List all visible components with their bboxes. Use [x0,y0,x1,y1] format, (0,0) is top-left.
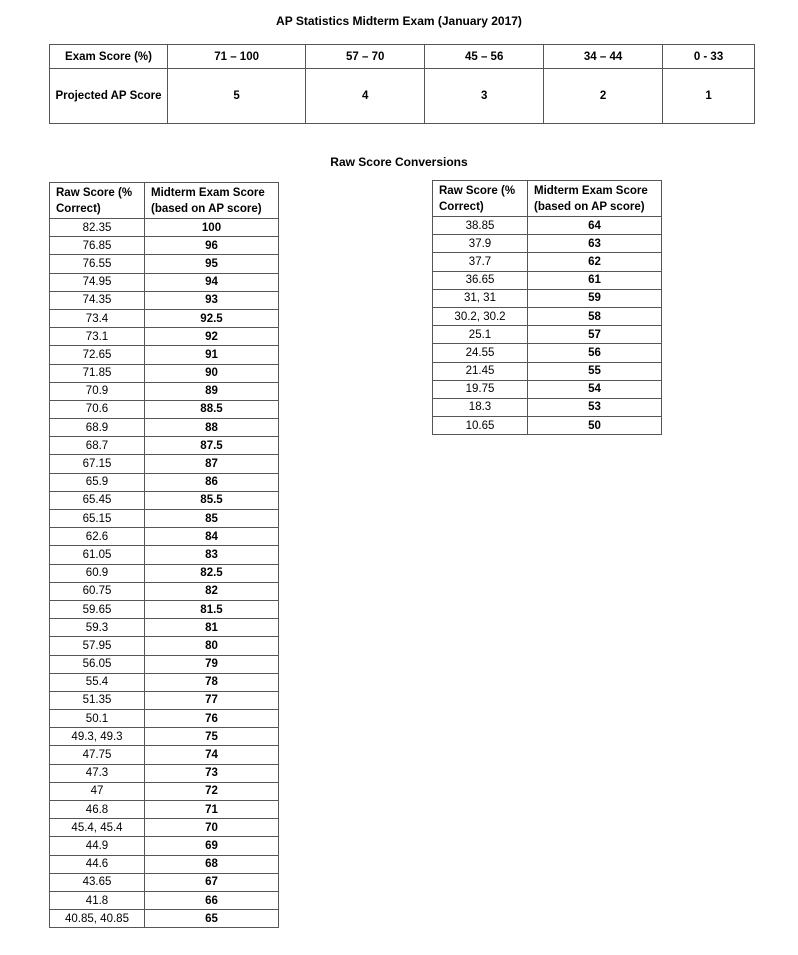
range-cell: 0 - 33 [663,45,755,69]
midterm-score-cell: 73 [145,764,279,782]
raw-score-cell: 10.65 [433,417,528,435]
midterm-score-header: Midterm Exam Score (based on AP score) [145,183,279,219]
midterm-score-cell: 62 [528,253,662,271]
table-row [50,328,279,346]
raw-score-cell: 67.15 [50,455,145,473]
table-row [433,398,662,416]
raw-score-header: Raw Score (% Correct) [50,183,145,219]
raw-score-cell: 41.8 [50,891,145,909]
conversion-table-left-body [50,183,279,928]
table-row [50,782,279,800]
raw-score-cell: 57.95 [50,637,145,655]
page-title: AP Statistics Midterm Exam (January 2017) [276,14,522,28]
midterm-score-cell: 87.5 [145,437,279,455]
raw-score-cell: 31, 31 [433,289,528,307]
raw-score-cell: 60.9 [50,564,145,582]
midterm-score-cell: 81.5 [145,600,279,618]
midterm-score-cell: 91 [145,346,279,364]
table-row [50,691,279,709]
midterm-score-cell: 88 [145,419,279,437]
midterm-score-cell: 59 [528,289,662,307]
midterm-score-cell: 90 [145,364,279,382]
raw-score-cell: 51.35 [50,691,145,709]
table-row [50,455,279,473]
ap-score-cell: 3 [425,69,544,124]
table-row [433,271,662,289]
table-row [50,510,279,528]
raw-score-cell: 45.4, 45.4 [50,819,145,837]
table-row [50,473,279,491]
raw-score-cell: 21.45 [433,362,528,380]
raw-score-cell: 70.6 [50,400,145,418]
midterm-score-cell: 93 [145,291,279,309]
table-row [50,891,279,909]
midterm-score-cell: 65 [145,910,279,928]
table-row [50,582,279,600]
table-row [50,600,279,618]
raw-score-cell: 65.15 [50,510,145,528]
raw-score-cell: 71.85 [50,364,145,382]
ap-score-cell: 2 [544,69,663,124]
ap-score-table [49,44,755,124]
exam-score-label: Exam Score (%) [50,45,168,69]
midterm-score-cell: 86 [145,473,279,491]
midterm-score-cell: 54 [528,380,662,398]
raw-score-cell: 56.05 [50,655,145,673]
projected-ap-label: Projected AP Score [50,69,168,124]
midterm-score-cell: 81 [145,619,279,637]
table-row [50,746,279,764]
table-row [50,819,279,837]
conversions-title: Raw Score Conversions [330,155,468,169]
conversion-table-left [49,182,279,928]
midterm-score-cell: 76 [145,710,279,728]
midterm-score-cell: 74 [145,746,279,764]
raw-score-cell: 76.55 [50,255,145,273]
midterm-score-cell: 56 [528,344,662,362]
midterm-score-cell: 96 [145,237,279,255]
midterm-score-cell: 78 [145,673,279,691]
midterm-score-cell: 79 [145,655,279,673]
table-row [433,362,662,380]
midterm-score-cell: 58 [528,307,662,325]
table-row [433,307,662,325]
raw-score-cell: 74.95 [50,273,145,291]
table-row [50,655,279,673]
table-row [433,380,662,398]
table-row [50,710,279,728]
table-row [50,419,279,437]
raw-score-cell: 55.4 [50,673,145,691]
raw-score-cell: 43.65 [50,873,145,891]
table-row [433,417,662,435]
table-row [50,309,279,327]
midterm-score-cell: 77 [145,691,279,709]
table-row [50,546,279,564]
midterm-score-cell: 82 [145,582,279,600]
raw-score-cell: 65.45 [50,491,145,509]
table-row [50,619,279,637]
table-row [50,764,279,782]
table-row [50,837,279,855]
midterm-score-cell: 92.5 [145,309,279,327]
midterm-score-cell: 94 [145,273,279,291]
table-row [50,910,279,928]
raw-score-cell: 40.85, 40.85 [50,910,145,928]
raw-score-cell: 25.1 [433,326,528,344]
table-row [50,637,279,655]
table-row [50,364,279,382]
midterm-score-cell: 83 [145,546,279,564]
raw-score-cell: 36.65 [433,271,528,289]
raw-score-cell: 68.7 [50,437,145,455]
midterm-score-cell: 75 [145,728,279,746]
table-row [50,346,279,364]
raw-score-cell: 61.05 [50,546,145,564]
raw-score-cell: 47.3 [50,764,145,782]
conversion-header-row [50,183,279,219]
midterm-score-cell: 57 [528,326,662,344]
midterm-score-cell: 70 [145,819,279,837]
midterm-score-cell: 69 [145,837,279,855]
midterm-score-cell: 71 [145,801,279,819]
range-cell: 71 – 100 [168,45,306,69]
midterm-score-cell: 85 [145,510,279,528]
exam-score-row [50,45,755,69]
raw-score-cell: 82.35 [50,219,145,237]
midterm-score-cell: 53 [528,398,662,416]
raw-score-cell: 65.9 [50,473,145,491]
table-row [50,873,279,891]
conversion-header-row [433,181,662,217]
raw-score-cell: 73.1 [50,328,145,346]
raw-score-cell: 47.75 [50,746,145,764]
raw-score-cell: 47 [50,782,145,800]
table-row [50,564,279,582]
midterm-score-cell: 55 [528,362,662,380]
table-row [433,326,662,344]
table-row [50,801,279,819]
raw-score-cell: 24.55 [433,344,528,362]
midterm-score-cell: 80 [145,637,279,655]
raw-score-cell: 37.9 [433,235,528,253]
midterm-score-cell: 100 [145,219,279,237]
table-row [50,673,279,691]
raw-score-cell: 44.9 [50,837,145,855]
midterm-score-cell: 82.5 [145,564,279,582]
midterm-score-header: Midterm Exam Score (based on AP score) [528,181,662,217]
raw-score-cell: 73.4 [50,309,145,327]
ap-score-cell: 5 [168,69,306,124]
range-cell: 57 – 70 [306,45,425,69]
raw-score-cell: 38.85 [433,217,528,235]
midterm-score-cell: 67 [145,873,279,891]
midterm-score-cell: 64 [528,217,662,235]
midterm-score-cell: 50 [528,417,662,435]
raw-score-cell: 70.9 [50,382,145,400]
table-row [50,528,279,546]
raw-score-cell: 76.85 [50,237,145,255]
raw-score-cell: 44.6 [50,855,145,873]
table-row [50,491,279,509]
midterm-score-cell: 63 [528,235,662,253]
table-row [50,855,279,873]
ap-score-cell: 1 [663,69,755,124]
table-row [50,219,279,237]
raw-score-cell: 74.35 [50,291,145,309]
range-cell: 34 – 44 [544,45,663,69]
midterm-score-cell: 84 [145,528,279,546]
table-row [50,237,279,255]
midterm-score-cell: 88.5 [145,400,279,418]
midterm-score-cell: 61 [528,271,662,289]
conversion-table-right [432,180,662,435]
midterm-score-cell: 92 [145,328,279,346]
range-cell: 45 – 56 [425,45,544,69]
table-row [433,289,662,307]
midterm-score-cell: 72 [145,782,279,800]
table-row [50,437,279,455]
ap-score-cell: 4 [306,69,425,124]
raw-score-cell: 68.9 [50,419,145,437]
raw-score-cell: 30.2, 30.2 [433,307,528,325]
midterm-score-cell: 95 [145,255,279,273]
raw-score-cell: 72.65 [50,346,145,364]
midterm-score-cell: 85.5 [145,491,279,509]
raw-score-cell: 60.75 [50,582,145,600]
table-row [50,382,279,400]
raw-score-cell: 59.3 [50,619,145,637]
table-row [433,253,662,271]
raw-score-cell: 37.7 [433,253,528,271]
raw-score-cell: 18.3 [433,398,528,416]
raw-score-header: Raw Score (% Correct) [433,181,528,217]
table-row [50,728,279,746]
raw-score-cell: 49.3, 49.3 [50,728,145,746]
midterm-score-cell: 68 [145,855,279,873]
table-row [50,273,279,291]
table-row [433,217,662,235]
table-row [433,235,662,253]
raw-score-cell: 19.75 [433,380,528,398]
midterm-score-cell: 87 [145,455,279,473]
projected-ap-row [50,69,755,124]
raw-score-cell: 46.8 [50,801,145,819]
midterm-score-cell: 89 [145,382,279,400]
conversion-table-right-body [433,181,662,435]
raw-score-cell: 59.65 [50,600,145,618]
table-row [50,291,279,309]
table-row [50,255,279,273]
table-row [433,344,662,362]
raw-score-cell: 50.1 [50,710,145,728]
raw-score-cell: 62.6 [50,528,145,546]
midterm-score-cell: 66 [145,891,279,909]
table-row [50,400,279,418]
